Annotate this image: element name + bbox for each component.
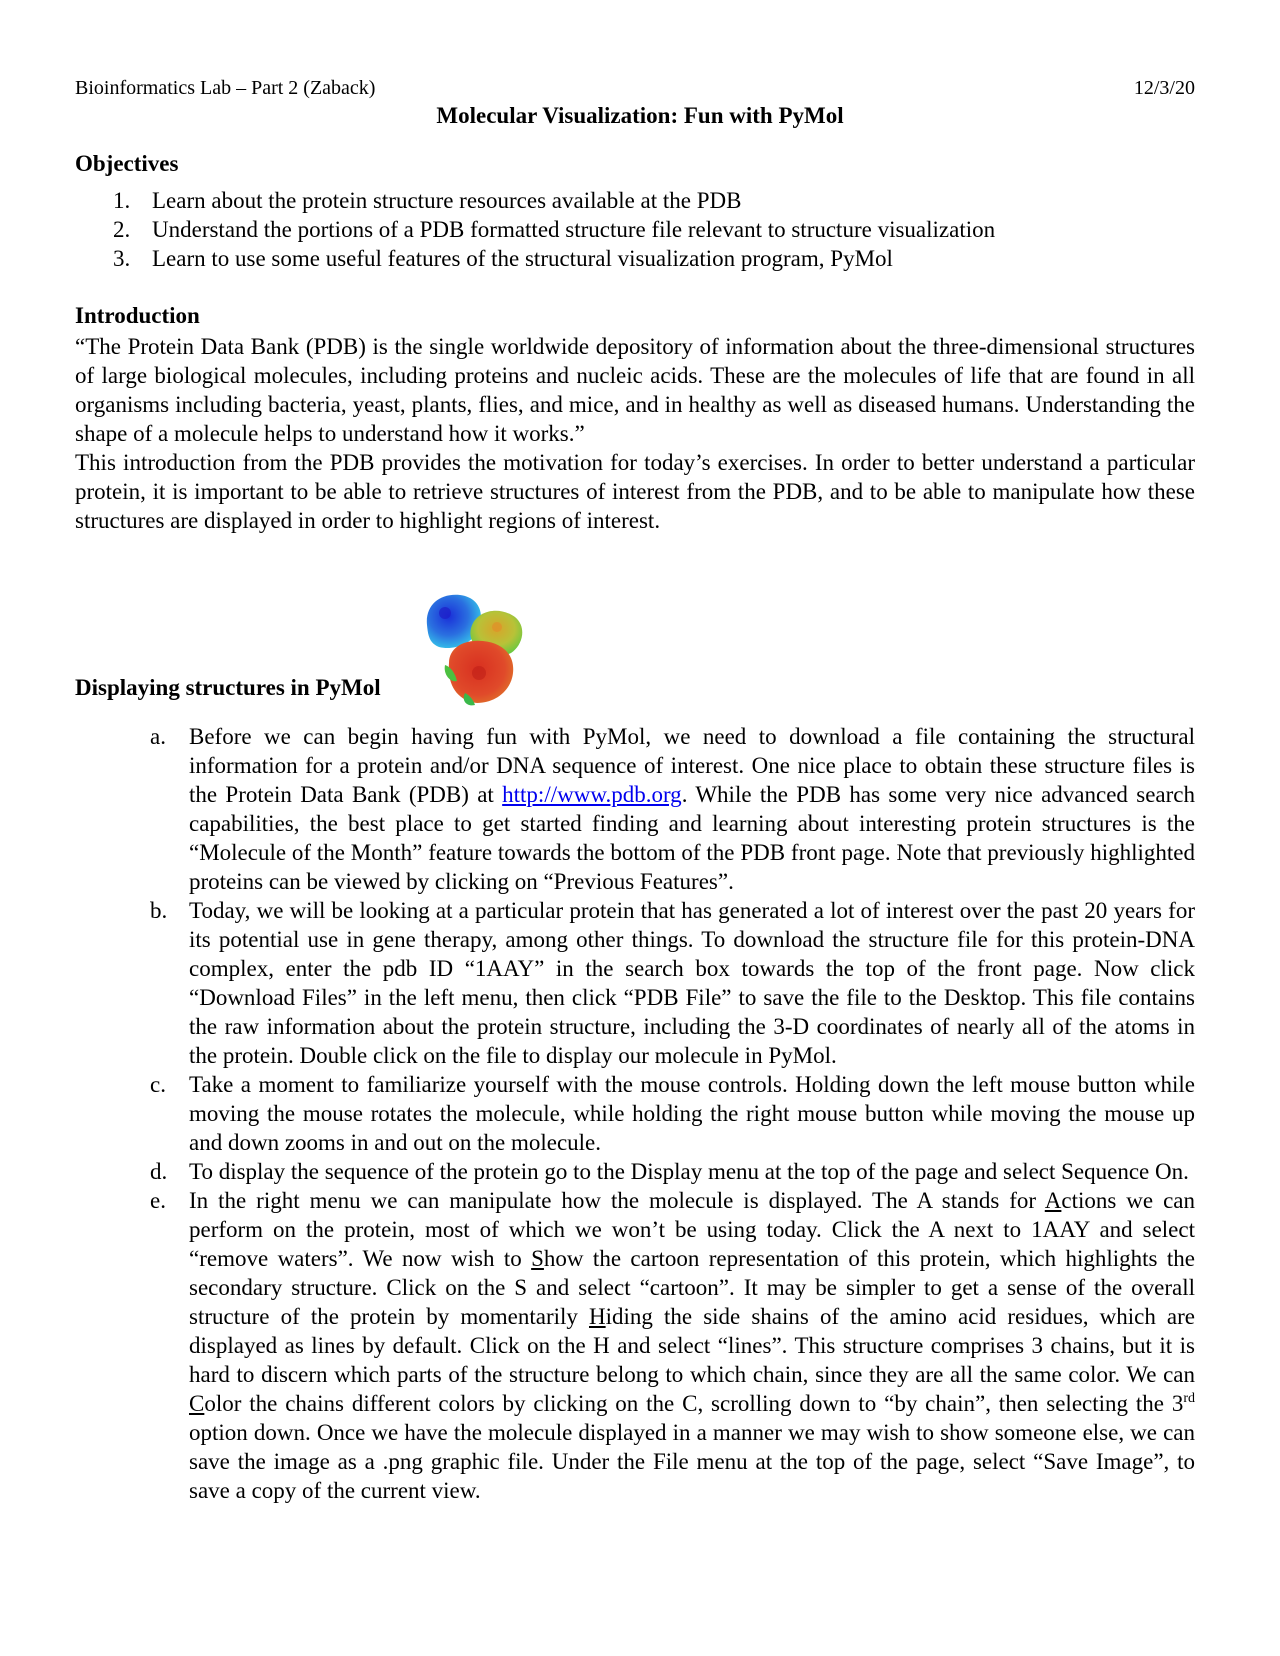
introduction-heading: Introduction bbox=[75, 303, 200, 328]
header-date: 12/3/20 bbox=[1133, 77, 1195, 99]
item-e-text-1: In the right menu we can manipulate how the molecule is displayed. The A stands for bbox=[189, 1188, 1045, 1213]
item-e-text-4: iding the side shains of the amino acid residues, which are displayed as lines by default. Click on the H and select “lines”. This structure comprises 3 chains, but it is hard to discern which parts of the structure belong to which chain, since they are all the same color. We can bbox=[189, 1304, 1195, 1387]
pdb-link[interactable]: http://www.pdb.org bbox=[502, 782, 682, 807]
list-letter: a. bbox=[150, 724, 166, 749]
instructions-list bbox=[75, 722, 1195, 1505]
displaying-heading: Displaying structures in PyMol bbox=[75, 675, 381, 700]
list-text: Understand the portions of a PDB formatted structure file relevant to structure visualization bbox=[152, 217, 996, 242]
item-b-text: Today, we will be looking at a particular protein that has generated a lot of interest over the past 20 years for its potential use in gene therapy, among other things. To download the structure file for this protein-DNA complex, enter the pdb ID “1AAY” in the search box towards the top of the front page. Now click “Download Files” in the left menu, then click “PDB File” to save the file to the Desktop. This file contains the raw information about the protein structure, including the 3-D coordinates of nearly all of the atoms in the protein. Double click on the file to display our molecule in PyMol. bbox=[189, 898, 1195, 1068]
header-course: Bioinformatics Lab – Part 2 (Zaback) bbox=[75, 77, 376, 99]
protein-structure-image bbox=[415, 585, 545, 715]
list-item bbox=[75, 215, 1195, 244]
underlined-letter-c: C bbox=[189, 1391, 205, 1416]
list-item-a bbox=[75, 722, 1195, 896]
intro-motivation-paragraph: This introduction from the PDB provides the motivation for today’s exercises. In order to better understand a particular protein, it is important to be able to retrieve structures of interest from the PDB, and to be able to manipulate how these structures are displayed in order to highlight regions of interest. bbox=[75, 450, 1195, 533]
item-e-text-3: how the cartoon representation of this protein, which highlights the secondary structure. Click on the S and select “cartoon”. It may be simpler to get a sense of the overall structure of the protein by momentarily bbox=[189, 1246, 1195, 1329]
item-a-text-end: . While the PDB has some very nice advanced search capabilities, the best place to get started finding and learning about interesting protein structures is the “Molecule of the Month” feature towards the bottom of the PDB front page. Note that previously highlighted proteins can be viewed by clicking on “Previous Features”. bbox=[189, 782, 1195, 894]
item-e-text-2: ctions we can perform on the protein, most of which we won’t be using today. Click the A next to 1AAY and select “remove waters”. We now wish to bbox=[189, 1188, 1195, 1271]
list-item-d bbox=[75, 1157, 1195, 1186]
list-item bbox=[75, 244, 1195, 273]
objectives-list bbox=[75, 186, 1195, 273]
list-letter: d. bbox=[150, 1159, 168, 1184]
item-e-text-6: option down. Once we have the molecule displayed in a manner we may wish to show someone else, we can save the image as a .png graphic file. Under the File menu at the top of the page, select “Save Image”, to save a copy of the current view. bbox=[189, 1420, 1195, 1503]
ordinal-superscript: rd bbox=[1183, 1391, 1195, 1406]
objectives-heading: Objectives bbox=[75, 151, 179, 176]
underlined-letter-s: S bbox=[531, 1246, 544, 1271]
list-letter: b. bbox=[150, 898, 168, 923]
list-number: 2. bbox=[113, 217, 131, 242]
list-number: 3. bbox=[113, 246, 131, 271]
list-item-c bbox=[75, 1070, 1195, 1157]
item-a-text-start: Before we can begin having fun with PyMol, we need to download a file containing the structural information for a protein and/or DNA sequence of interest. One nice place to obtain these structure files is the Protein Data Bank (PDB) at bbox=[189, 724, 1195, 807]
page-header bbox=[75, 75, 1195, 101]
list-letter: e. bbox=[150, 1188, 166, 1213]
item-c-text: Take a moment to familiarize yourself with the mouse controls. Holding down the left mouse button while moving the mouse rotates the molecule, while holding the right mouse button while moving the mouse up and down zooms in and out on the molecule. bbox=[189, 1072, 1195, 1155]
list-item-e bbox=[75, 1186, 1195, 1505]
list-text: Learn about the protein structure resources available at the PDB bbox=[152, 188, 742, 213]
list-item-b bbox=[75, 896, 1195, 1070]
item-e-text-5: olor the chains different colors by clicking on the C, scrolling down to “by chain”, then selecting the 3 bbox=[204, 1391, 1184, 1416]
item-d-text: To display the sequence of the protein go to the Display menu at the top of the page and select Sequence On. bbox=[189, 1159, 1189, 1184]
introduction-body bbox=[75, 332, 1195, 535]
page-title: Molecular Visualization: Fun with PyMol bbox=[436, 103, 844, 128]
list-letter: c. bbox=[150, 1072, 166, 1097]
list-number: 1. bbox=[113, 188, 131, 213]
underlined-letter-a: A bbox=[1044, 1188, 1062, 1213]
underlined-letter-h: H bbox=[589, 1304, 606, 1329]
list-item bbox=[75, 186, 1195, 215]
intro-quote-paragraph: “The Protein Data Bank (PDB) is the single worldwide depository of information about the three-dimensional structures of large biological molecules, including proteins and nucleic acids. These are the molecules of life that are found in all organisms including bacteria, yeast, plants, flies, and mice, and in healthy as well as diseased humans. Understanding the shape of a molecule helps to understand how it works.” bbox=[75, 334, 1195, 446]
list-text: Learn to use some useful features of the structural visualization program, PyMol bbox=[152, 246, 893, 271]
